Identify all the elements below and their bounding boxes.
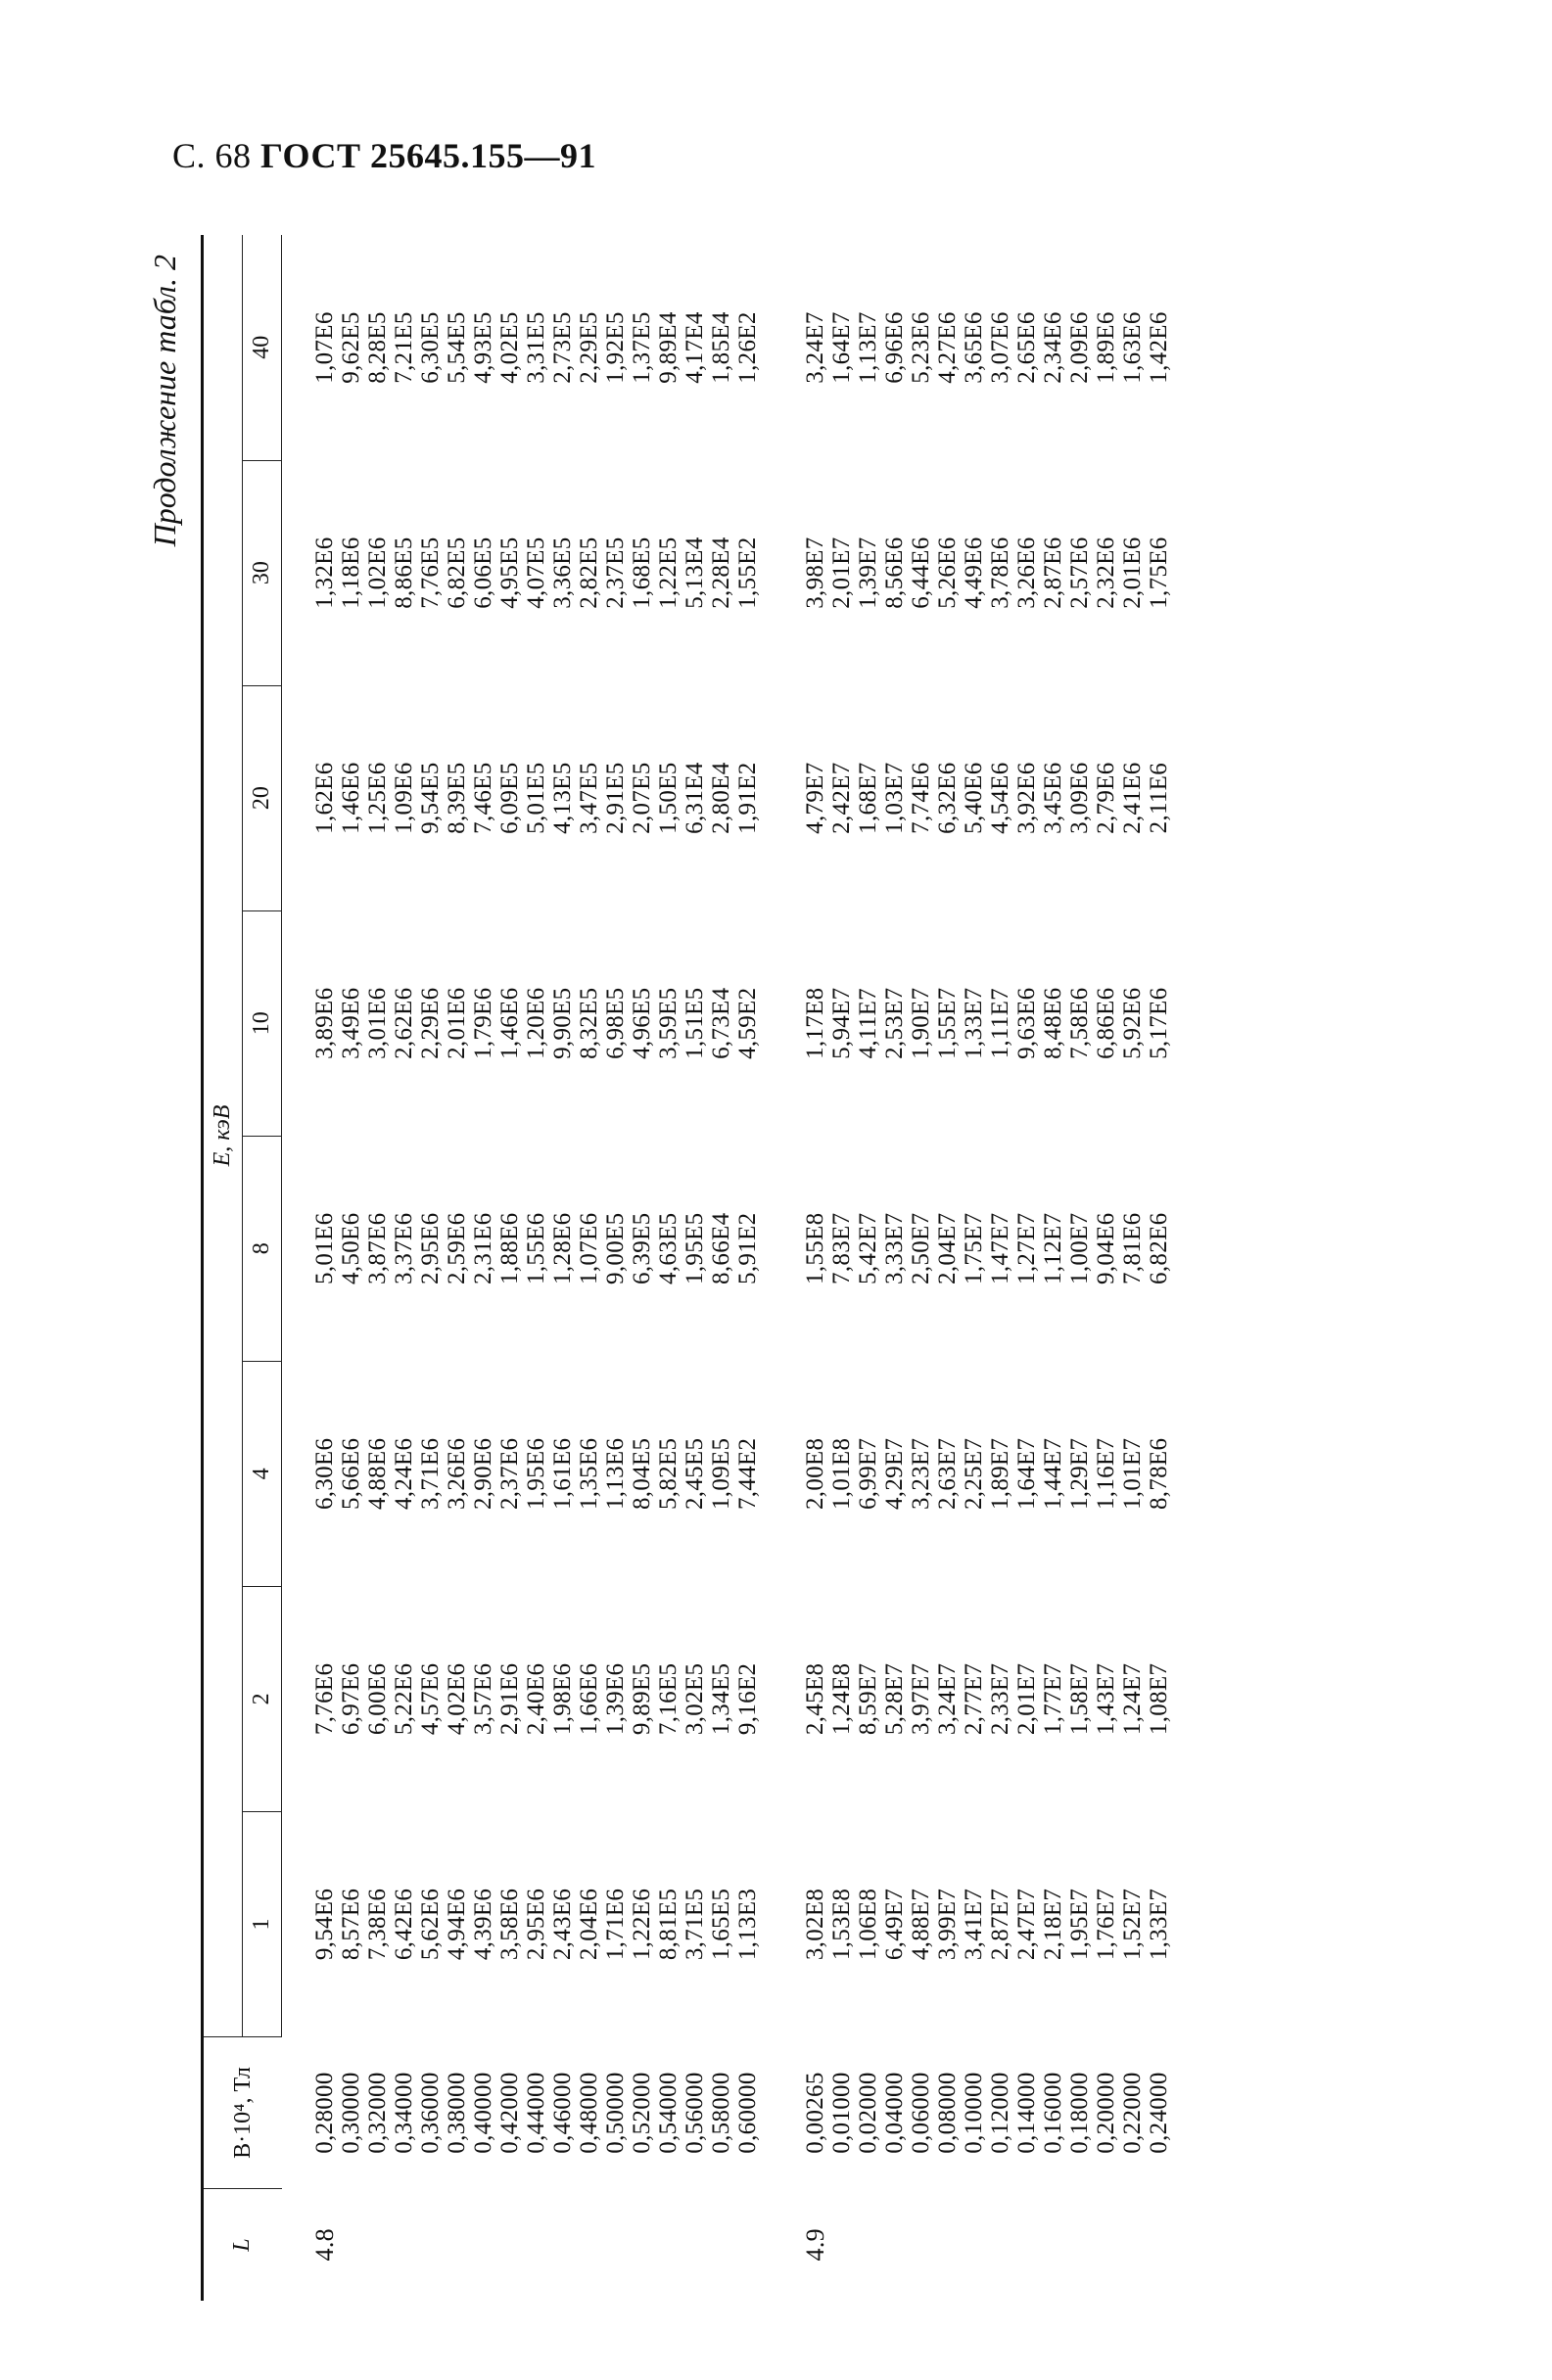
cell-value: 3,98E7 2,01E7 1,39E7 8,56E6 6,44E6 5,26E6 4,49E6 3,78E6 3,26E6 2,87E6 2,57E6 2,32E6 2,01E6 1,75E6 <box>802 537 1172 609</box>
header-energy: 40 <box>243 235 282 460</box>
header-energy: 20 <box>243 685 282 910</box>
header-energy: 30 <box>243 460 282 685</box>
cell-value: 2,45E8 1,24E8 8,59E7 5,28E7 3,97E7 3,24E7 2,77E7 2,33E7 2,01E7 1,77E7 1,58E7 1,43E7 1,24E7 1,08E7 <box>802 1662 1172 1736</box>
cell-value: 9,54E6 8,57E6 7,38E6 6,42E6 5,62E6 4,94E6 4,39E6 3,58E6 2,95E6 2,43E6 2,04E6 1,71E6 1,22E6 8,81E5 3,71E5 1,65E5 1,13E3 <box>311 1888 761 1961</box>
cell-B: 0,00265 0,01000 0,02000 0,04000 0,06000 0,08000 0,10000 0,12000 0,14000 0,16000 0,18000 0,20000 0,22000 0,24000 <box>802 2072 1172 2154</box>
table-block <box>282 235 762 2301</box>
data-table <box>201 235 1172 2301</box>
header-energy: 1 <box>243 1811 282 2036</box>
header-L: L <box>203 2189 282 2302</box>
page-header <box>172 135 596 176</box>
cell-value: 5,01E6 4,50E6 3,87E6 3,37E6 2,95E6 2,59E6 2,31E6 1,88E6 1,55E6 1,28E6 1,07E6 9,00E5 6,39E5 4,63E5 1,95E5 8,66E4 5,91E2 <box>311 1212 761 1284</box>
cell-value: 1,32E6 1,18E6 1,02E6 8,86E5 7,76E5 6,82E5 6,06E5 4,95E5 4,07E5 3,36E5 2,82E5 2,37E5 1,68E5 1,22E5 5,13E4 2,28E4 1,55E2 <box>311 537 761 609</box>
cell-value: 1,07E6 9,62E5 8,28E5 7,21E5 6,30E5 5,54E5 4,93E5 4,02E5 3,31E5 2,73E5 2,29E5 1,92E5 1,37E5 9,89E4 4,17E4 1,85E4 1,26E2 <box>311 311 761 384</box>
header-B: B·10⁴, Тл <box>203 2037 282 2189</box>
header-energy: 10 <box>243 910 282 1136</box>
cell-B: 0,28000 0,30000 0,32000 0,34000 0,36000 0,38000 0,40000 0,42000 0,44000 0,46000 0,48000 0,50000 0,52000 0,54000 0,56000 0,58000 0,60000 <box>310 2072 761 2154</box>
page-number: С. 68 <box>172 136 252 175</box>
cell-value: 6,30E6 5,66E6 4,88E6 4,24E6 3,71E6 3,26E6 2,90E6 2,37E6 1,95E6 1,61E6 1,35E6 1,13E6 8,04E5 5,82E5 2,45E5 1,09E5 7,44E2 <box>311 1437 761 1511</box>
block-gap <box>761 235 802 2301</box>
header-energy: 2 <box>243 1586 282 1811</box>
table-caption: Продолжение табл. 2 <box>147 255 182 547</box>
cell-L: 4.8 <box>309 2228 339 2262</box>
standard-number: ГОСТ 25645.155—91 <box>260 136 596 175</box>
header-energy: 8 <box>243 1136 282 1361</box>
cell-value: 2,00E8 1,01E8 6,99E7 4,29E7 3,23E7 2,63E7 2,25E7 1,89E7 1,64E7 1,44E7 1,29E7 1,16E7 1,01E7 8,78E6 <box>802 1437 1172 1511</box>
header-energy: 4 <box>243 1361 282 1586</box>
cell-value: 3,89E6 3,49E6 3,01E6 2,62E6 2,29E6 2,01E6 1,79E6 1,46E6 1,20E6 9,90E5 8,32E5 6,98E5 4,96E5 3,59E5 1,51E5 6,73E4 4,59E2 <box>311 987 761 1059</box>
cell-value: 1,55E8 7,83E7 5,42E7 3,33E7 2,50E7 2,04E7 1,75E7 1,47E7 1,27E7 1,12E7 1,00E7 9,04E6 7,81E6 6,82E6 <box>802 1212 1172 1284</box>
cell-L: 4.9 <box>801 2228 829 2262</box>
rotated-table-area <box>147 235 1400 2301</box>
cell-value: 1,62E6 1,46E6 1,25E6 1,09E6 9,54E5 8,39E5 7,46E5 6,09E5 5,01E5 4,13E5 3,47E5 2,91E5 2,07E5 1,50E5 6,31E4 2,80E4 1,91E2 <box>311 762 761 834</box>
cell-value: 3,24E7 1,64E7 1,13E7 6,96E6 5,23E6 4,27E6 3,65E6 3,07E6 2,65E6 2,34E6 2,09E6 1,89E6 1,63E6 1,42E6 <box>802 311 1172 384</box>
cell-value: 1,17E8 5,94E7 4,11E7 2,53E7 1,90E7 1,55E7 1,33E7 1,11E7 9,63E6 8,48E6 7,58E6 6,86E6 5,92E6 5,17E6 <box>802 987 1172 1059</box>
table-block <box>802 235 1172 2301</box>
header-E: E, кэВ <box>203 235 243 2037</box>
cell-value: 7,76E6 6,97E6 6,00E6 5,22E6 4,57E6 4,02E6 3,57E6 2,91E6 2,40E6 1,98E6 1,66E6 1,39E6 9,89E5 7,16E5 3,02E5 1,34E5 9,16E2 <box>311 1662 761 1736</box>
cell-value: 3,02E8 1,53E8 1,06E8 6,49E7 4,88E7 3,99E7 3,41E7 2,87E7 2,47E7 2,18E7 1,95E7 1,76E7 1,52E7 1,33E7 <box>802 1888 1172 1961</box>
cell-value: 4,79E7 2,42E7 1,68E7 1,03E7 7,74E6 6,32E6 5,40E6 4,54E6 3,92E6 3,45E6 3,09E6 2,79E6 2,41E6 2,11E6 <box>802 762 1172 834</box>
